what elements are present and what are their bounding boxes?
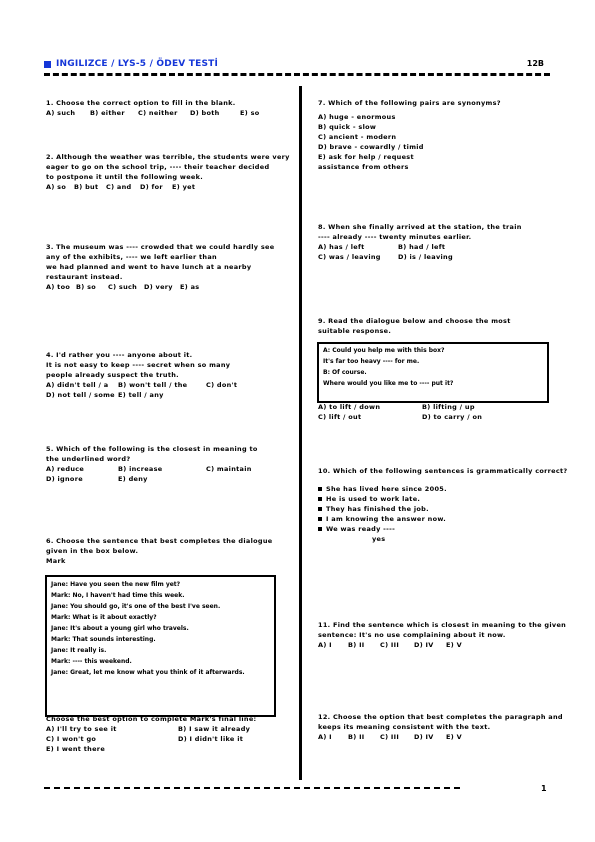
question-stem-line: 11. Find the sentence which is closest in meaning to the given [318,621,567,629]
question-stem-line: Mark [46,557,66,565]
option-b[interactable]: B) either [90,109,125,117]
option-c[interactable]: C) lift / out [318,413,362,421]
dialogue-line: Jane: Great, let me know what you think of it afterwards. [51,669,245,676]
dialogue-line: B: Of course. [323,369,367,376]
question-stem-line: eager to go on the school trip, ---- their teacher decided [46,163,270,171]
option-d[interactable]: D) ignore [46,475,83,483]
question-8 [318,222,553,262]
option-d[interactable]: D) IV [414,733,434,741]
dialogue-line: It's far too heavy ---- for me. [323,358,420,365]
option-e[interactable]: E) so [240,109,260,117]
option-c[interactable]: C) neither [138,109,178,117]
option-a[interactable]: A) I [318,641,332,649]
synonym-pair[interactable]: E) ask for help / request [318,153,414,161]
question-stem-line: 8. When she finally arrived at the station, the train [318,223,522,231]
question-7 [318,98,553,172]
question-stem-line: to postpone it until the following week. [46,173,204,181]
option-e[interactable]: E) deny [118,475,148,483]
question-stem-line: 2. Although the weather was terrible, the students were very [46,153,290,161]
option-c[interactable]: C) and [106,183,132,191]
option-d[interactable]: D) is / leaving [398,253,453,261]
question-stem-line: keeps its meaning consistent with the text. [318,723,491,731]
option-c[interactable]: C) III [380,641,400,649]
question-12 [318,712,563,742]
synonym-pair-continued: assistance from others [318,163,409,171]
question-stem-line: 3. The museum was ---- crowded that we could hardly see [46,243,275,251]
option-e[interactable]: E) as [180,283,200,291]
question-stem-line: given in the box below. [46,547,139,555]
option-a[interactable]: A) I [318,733,332,741]
question-stem-line: sentence: It's no use complaining about it now. [318,631,506,639]
option-c[interactable]: C) was / leaving [318,253,381,261]
option-b[interactable]: B) had / left [398,243,446,251]
question-stem: 7. Which of the following pairs are synonyms? [318,99,501,107]
options-row [46,108,286,118]
question-6 [46,536,286,566]
question-stem-line: people already suspect the truth. [46,371,179,379]
question-stem-line: 12. Choose the option that best completes the paragraph and [318,713,563,721]
question-stem-line: any of the exhibits, ---- we left earlier than [46,253,217,261]
option-d[interactable]: D) for [140,183,163,191]
option-d[interactable]: D) very [144,283,173,291]
option-b[interactable]: B) won't tell / the [118,381,188,389]
question-9 [318,316,553,336]
option-b[interactable]: B) so [76,283,97,291]
dialogue-line: Where would you like me to ---- put it? [323,380,454,387]
options-row [318,402,553,412]
option-e[interactable]: E) tell / any [118,391,164,399]
options-row [46,380,286,390]
question-stem: 1. Choose the correct option to fill in the blank. [46,99,236,107]
option-d[interactable]: D) I didn't like it [178,735,244,743]
question-stem-line [46,444,286,454]
question-stem-line: the underlined word? [46,455,131,463]
option-c[interactable]: C) don't [206,381,238,389]
option-c[interactable]: C) such [108,283,138,291]
dialogue-line: Mark: That sounds interesting. [51,636,156,643]
option-d[interactable]: D) to carry / on [422,413,483,421]
option-b[interactable]: B) I saw it already [178,725,251,733]
question-stem-line: 9. Read the dialogue below and choose the most [318,317,511,325]
option-d[interactable]: D) not tell / some [46,391,115,399]
question-stem-line: suitable response. [318,327,392,335]
bullet-item[interactable]: I am knowing the answer now. [318,514,553,524]
option-c[interactable]: C) III [380,733,400,741]
question-11 [318,620,567,650]
question-stem-line: ---- already ---- twenty minutes earlier. [318,233,472,241]
option-a[interactable]: A) so [46,183,67,191]
question-4 [46,350,286,400]
option-b[interactable]: B) increase [118,465,163,473]
dialogue-line: Jane: It's about a young girl who travels. [51,625,189,632]
bullet-item[interactable]: They has finished the job. [318,504,553,514]
bullet-item[interactable]: We was ready ---- [318,524,553,534]
option-d[interactable]: D) IV [414,641,434,649]
dialogue-line: Mark: What is it about exactly? [51,614,157,621]
option-e[interactable]: E) I went there [46,745,106,753]
option-e[interactable]: E) V [446,641,462,649]
option-e[interactable]: E) V [446,733,462,741]
option-e[interactable]: E) yet [172,183,196,191]
options-row [318,732,553,742]
options-row [46,182,286,192]
option-b[interactable]: B) II [348,733,365,741]
question-stem: 10. Which of the following sentences is grammatically correct? [318,467,568,475]
option-a[interactable]: A) has / left [318,243,365,251]
footer-rule [44,787,460,789]
options-row [46,390,286,400]
dialogue-line: Mark: No, I haven't had time this week. [51,592,185,599]
question-1 [46,98,286,118]
dialogue-line: Jane: Have you seen the new film yet? [51,581,181,588]
bullet-item[interactable]: He is used to work late. [318,494,553,504]
dialogue-box [45,575,276,717]
option-a[interactable]: A) reduce [46,465,85,473]
option-a[interactable]: A) such [46,109,76,117]
synonym-pair[interactable]: A) huge - enormous [318,113,396,121]
options-row [318,640,553,650]
bullet-note: yes [372,535,386,543]
option-a[interactable]: A) didn't tell / a [46,381,109,389]
options-row [46,744,286,754]
question-9-options [318,402,553,422]
header-code: 12B [526,59,544,68]
column-divider [299,86,302,780]
question-stem-line: It is not easy to keep ---- secret when so many [46,361,231,369]
synonym-pair[interactable]: C) ancient - modern [318,133,397,141]
option-b[interactable]: B) but [74,183,99,191]
question-stem-line: we had planned and went to have lunch at a nearby [46,263,252,271]
header-title: INGILIZCE / LYS-5 / ÖDEV TESTİ [56,59,219,69]
options-row [46,474,286,484]
options-row [46,724,286,734]
option-c[interactable]: C) maintain [206,465,252,473]
header-rule [44,73,550,76]
options-row [46,464,286,474]
question-10 [318,466,568,544]
dialogue-line: Mark: ---- this weekend. [51,658,132,665]
synonym-pair[interactable]: B) quick - slow [318,123,377,131]
question-stem-line: 4. I'd rather you ---- anyone about it. [46,351,193,359]
question-3 [46,242,286,292]
dialogue-line: Jane: It really is. [51,647,107,654]
question-5 [46,444,286,484]
option-a[interactable]: A) to lift / down [318,403,381,411]
options-row [318,242,553,252]
header-marker-icon [44,61,51,68]
question-stem-line: restaurant instead. [46,273,123,281]
dialogue-box [317,342,549,403]
options-row [46,282,286,292]
options-row [318,252,553,262]
page-header [44,58,550,72]
question-stem-text: 5. Which of the following is the closest in meaning to [46,445,258,453]
question-stem-line: 6. Choose the sentence that best completes the dialogue [46,537,273,545]
bullet-item[interactable]: She has lived here since 2005. [318,484,553,494]
question-2 [46,152,290,192]
option-d[interactable]: D) both [190,109,220,117]
options-row [46,734,286,744]
option-a[interactable]: A) too [46,283,71,291]
dialogue-line: A: Could you help me with this box? [323,347,445,354]
dialogue-line: Jane: You should go, it's one of the best I've seen. [51,603,221,610]
option-a[interactable]: A) I'll try to see it [46,725,117,733]
question-6-options [46,714,286,754]
options-row [318,412,553,422]
option-b[interactable]: B) II [348,641,365,649]
option-b[interactable]: B) lifting / up [422,403,475,411]
options-caption: Choose the best option to complete Mark's final line: [46,715,257,723]
synonym-pair[interactable]: D) brave - cowardly / timid [318,143,424,151]
page-number: 1 [541,784,547,793]
option-c[interactable]: C) I won't go [46,735,97,743]
